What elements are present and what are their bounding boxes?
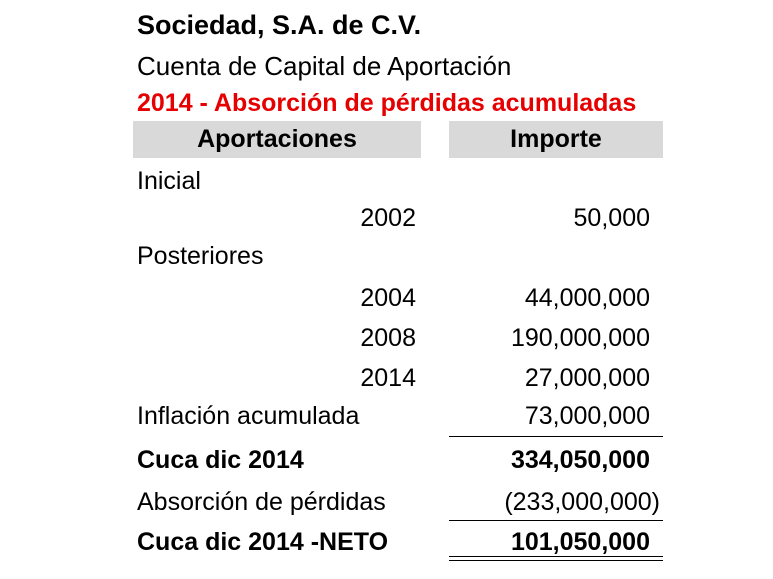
contribution-row-2008 — [0, 323, 773, 353]
section-row-posteriores — [0, 241, 773, 271]
row-label: Inicial — [137, 167, 201, 195]
row-amount: 27,000,000 — [524, 364, 650, 392]
cuca-net-row — [0, 527, 773, 557]
row-amount: (233,000,000) — [504, 488, 660, 516]
row-label: Absorción de pérdidas — [137, 488, 386, 516]
row-year: 2014 — [360, 364, 416, 392]
row-label: Inflación acumulada — [137, 402, 360, 430]
row-amount: 44,000,000 — [524, 284, 650, 312]
row-label: Cuca dic 2014 — [137, 446, 304, 474]
column-header-importe: Importe — [449, 121, 663, 158]
row-year: 2002 — [360, 204, 416, 232]
row-year: 2004 — [360, 284, 416, 312]
row-year: 2008 — [360, 324, 416, 352]
row-amount: 334,050,000 — [510, 446, 650, 474]
subtotal-rule — [449, 436, 663, 437]
inflation-row — [0, 401, 773, 431]
row-amount: 190,000,000 — [510, 324, 650, 352]
contribution-row-2002 — [0, 203, 773, 233]
row-amount: 73,000,000 — [524, 402, 650, 430]
account-title: Cuenta de Capital de Aportación — [137, 51, 512, 81]
column-header-aportaciones: Aportaciones — [133, 121, 421, 158]
row-amount: 101,050,000 — [510, 528, 650, 556]
period-note: 2014 - Absorción de pérdidas acumuladas — [137, 89, 637, 117]
net-rule — [449, 520, 663, 521]
grand-total-double-rule — [449, 556, 663, 561]
row-amount: 50,000 — [573, 204, 650, 232]
cuca-total-row — [0, 445, 773, 475]
contribution-row-2004 — [0, 283, 773, 313]
row-label: Posteriores — [137, 242, 264, 270]
loss-absorption-row — [0, 487, 773, 517]
section-row-inicial — [0, 166, 773, 196]
contribution-row-2014 — [0, 363, 773, 393]
company-name: Sociedad, S.A. de C.V. — [137, 10, 422, 40]
row-label: Cuca dic 2014 -NETO — [137, 528, 389, 556]
